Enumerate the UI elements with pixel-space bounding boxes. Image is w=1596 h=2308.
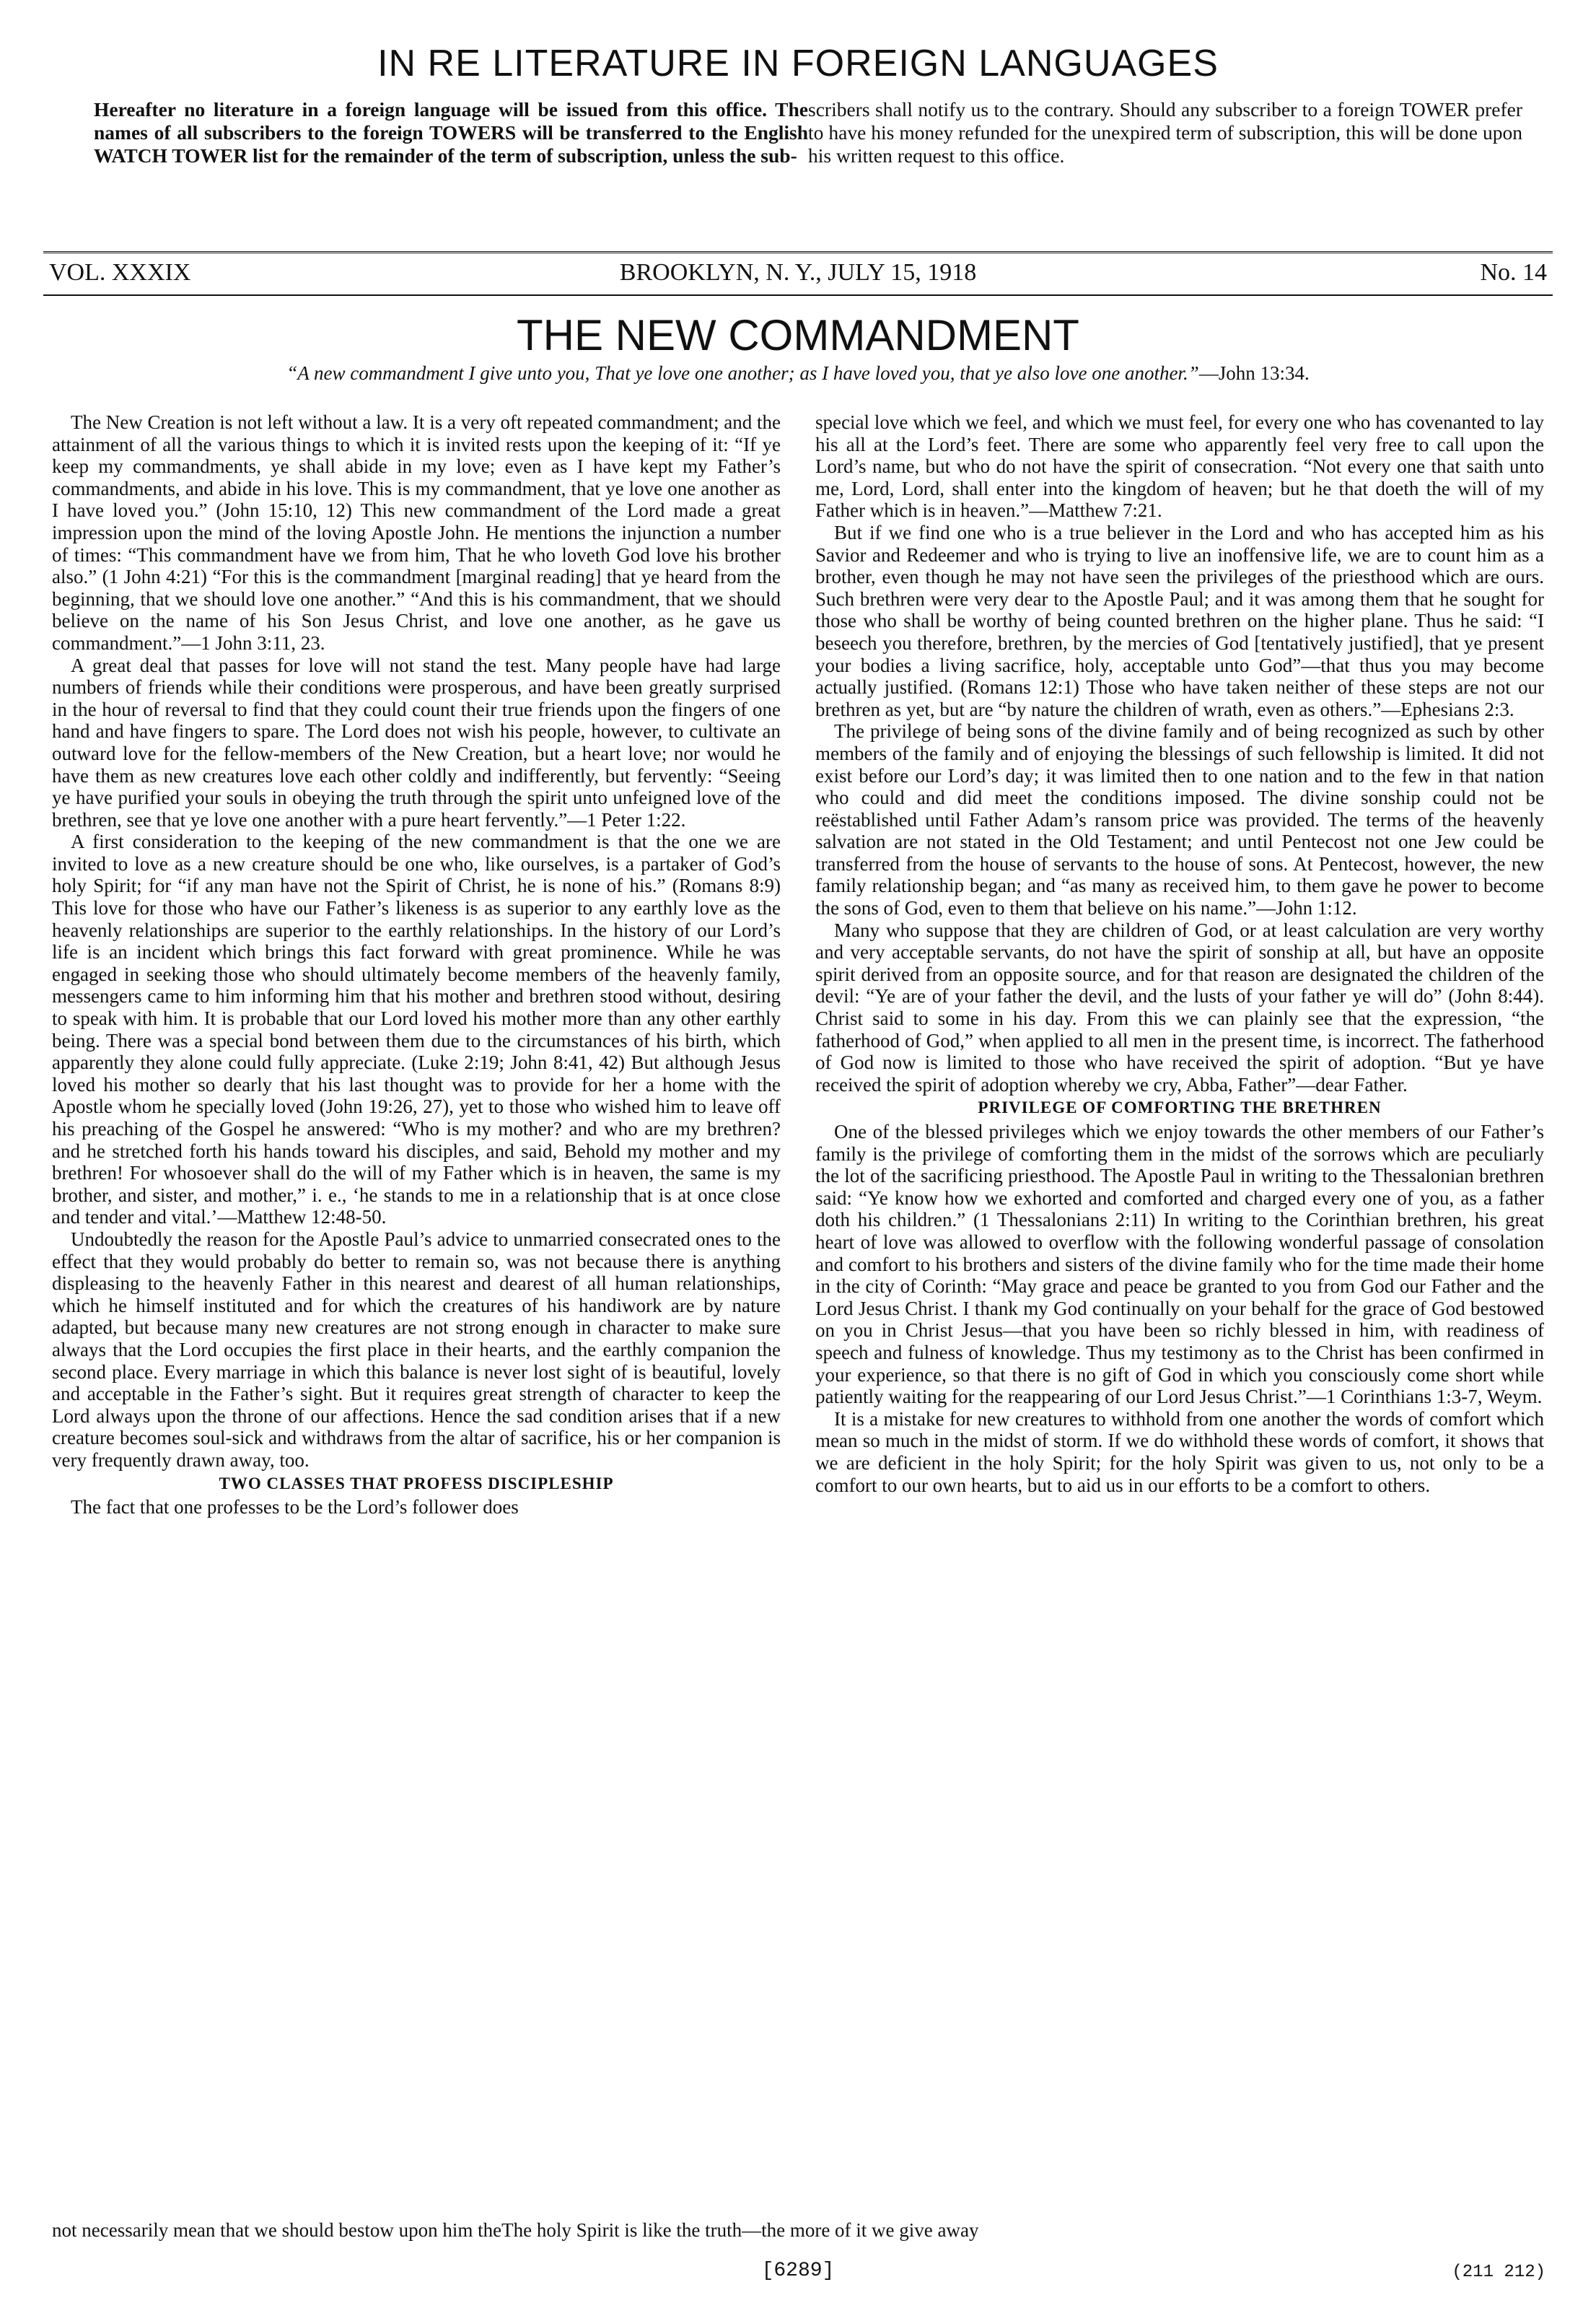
article-title: THE NEW COMMANDMENT — [517, 311, 1079, 359]
issue-number: No. 14 — [1480, 259, 1547, 286]
paragraph: The fact that one professes to be the Lord’s follower does — [71, 1496, 519, 1518]
subheading-two-classes: TWO CLASSES THAT PROFESS DISCIPLESHIP — [219, 1474, 614, 1492]
epigraph-reference: —John 13:34. — [1198, 362, 1310, 384]
paragraph: A first consideration to the keeping of the new commandment is that the one we are invited to love as a new creature should be one who, like ourselves, is a partaker of God’s holy Spirit; for “if any man have not the Spirit of Christ, he is none of his.” (Romans 8:9) This love for those who have our Father’s likeness is as superior to any earthly love as the heavenly relationships are superior to the earthly relationships. In the history of our Lord’s life is an incident which brings this fact forward with great prominence. While he was engaged in seeking those who should ultimately become members of the heavenly family, messengers came to him informing him that his mother and brethren stood without, desiring to speak with him. It is probable that our Lord loved his mother more than any other earthly being. There was a special bond between them due to the circumstances of his birth, which apparently they alone could fully appreciate. (Luke 2:19; John 8:41, 42) But although Jesus loved his mother so dearly that his last thought was to provide for her a home with the Apostle whom he specially loved (John 19:26, 27), yet to those who wished him to leave off his preaching of the Gospel he answered: “Who is my mother? and who are my brethren? and he stretched forth his hands toward his disciples, and said, Behold my mother and my brethren! For whosoever shall do the will of my Father which is in heaven, the same is my brother, and sister, and mother,” i. e., ‘he stands to me in a relationship that is at once close and tender and vital.’—Matthew 12:48-50. — [52, 831, 781, 1228]
paragraph: special love which we feel, and which we must feel, for every one who has covenanted to lay his all at the Lord’s feet. There are some who apparently feel very free to call upon the Lord’s name, but who do not have the spirit of consecration. “Not every one that saith unto me, Lord, Lord, shall enter into the kingdom of heaven; but he that doeth the will of my Father which is in heaven.”—Matthew 7:21. — [815, 411, 1544, 522]
notice-right-text: scribers shall notify us to the contrary. Should any subscriber to a foreign TOWER prefer to have his money refunded for the unexpired term of subscription, this will be done upon his written request to this office. — [808, 98, 1522, 167]
epigraph-text: “A new commandment I give unto you, That ye love one another; as I have loved you, that ye also love one another.” — [286, 362, 1199, 384]
left-column — [52, 411, 781, 1518]
paragraph: One of the blessed privileges which we enjoy towards the other members of our Father’s family is the privilege of comforting them in the midst of the sorrows which are peculiarly the lot of the sacrificing priesthood. The Apostle Paul in writing to the Thessalonian brethren said: “Ye know how we exhorted and comforted and charged every one of you, as a father doth his children.” (1 Thessalonians 2:11) In writing to the Corinthian brethren, his great heart of love was allowed to overflow with the following wonderful passage of consolation and comfort to his brothers and sisters of the divine family who for the time made their home in the city of Corinth: “May grace and peace be granted to you from God our Father and the Lord Jesus Christ. I thank my God continually on your behalf for the grace of God bestowed on you in Christ Jesus—that you have been so richly blessed in him, with readiness of speech and fulness of knowledge. Thus my testimony as to the Christ has been confirmed in your experience, so that there is no gift of God in which you consciously come short while patiently waiting for the reappearing of our Lord Jesus Christ.”—1 Corinthians 1:3-7, Weym. — [815, 1121, 1544, 1408]
masthead — [43, 258, 1553, 287]
notice-title: IN RE LITERATURE IN FOREIGN LANGUAGES — [377, 43, 1219, 84]
right-column — [815, 411, 1544, 1496]
notice-left-text: Hereafter no literature in a foreign language will be issued from this office. The names of all subscribers to the foreign TOWERS will be transferred to the English WATCH TOWER list for the remainder of the term of subscription, unless the sub- — [94, 98, 808, 167]
article-epigraph — [260, 362, 1336, 385]
masthead-top-rule — [43, 251, 1553, 253]
paragraph: The privilege of being sons of the divine family and of being recognized as such by other members of the family and of enjoying the blessings of such fellowship is limited. It did not exist before our Lord’s day; it was limited then to one nation and to the few in that nation who could and did meet the conditions imposed. The divine sonship could not be reëstablished until Father Adam’s ransom price was provided. The terms of the heavenly salvation are not stated in the Old Testament; and until Pentecost not one Jew could be transferred from the house of servants to the house of sons. At Pentecost, however, the new family relationship began; and “as many as received him, to them gave he power to become the sons of God, even to them that believe on his name.”—John 1:12. — [815, 720, 1544, 919]
page-number: [6289] — [761, 2260, 835, 2282]
masthead-bottom-rule — [43, 294, 1553, 296]
volume-label: VOL. XXXIX — [49, 259, 191, 286]
notice-block — [43, 98, 1553, 242]
page-code: (211 212) — [1452, 2263, 1545, 2282]
paragraph: A great deal that passes for love will not stand the test. Many people have had large numbers of friends while their conditions were prosperous, and have been greatly surprised in the hour of reversal to find that they could count their true friends upon the fingers of one hand and have fingers to spare. The Lord does not wish his people, however, to cultivate an outward love for the fellow-members of the New Creation, but a heart love; nor would he have them as new creatures love each other coldly and indifferently, but fervently: “Seeing ye have purified your souls in obeying the truth through the spirit unto unfeigned love of the brethren, see that ye love one another with a pure heart fervently.”—1 Peter 1:22. — [52, 654, 781, 831]
paragraph: The New Creation is not left without a law. It is a very oft repeated commandment; and the attainment of all the various things to which it is invited rests upon the keeping of it: “If ye keep my commandments, ye shall abide in my love; even as I have kept my Father’s commandments, and abide in his love. This is my commandment, that ye love one another as I have loved you.” (John 15:10, 12) This new commandment of the Lord made a great impression upon the mind of the loving Apostle John. He mentions the injunction a number of times: “This commandment have we from him, That he who loveth God love his brother also.” (1 John 4:21) “For this is the commandment [marginal reading] that ye heard from the beginning, that we should love one another.” “And this is his commandment, that we should believe on the name of his Son Jesus Christ, and love one another, as he gave us commandment.”—1 John 3:11, 23. — [52, 411, 781, 654]
paragraph: Many who suppose that they are children of God, or at least calculation are very worthy and very acceptable servants, do not have the spirit of sonship at all, but have an opposite spirit derived from an opposite source, and for that reason are designated the children of the devil: “Ye are of your father the devil, and the lusts of your father ye will do” (John 8:44). Christ said to some in his day. From this we can plainly see that the expression, “the fatherhood of God,” when applied to all men in the present time, is incorrect. The fatherhood of God now is limited to those who have received the spirit of adoption. “But ye have received the spirit of adoption whereby we cry, Abba, Father”—dear Father. — [815, 919, 1544, 1096]
paragraph: It is a mistake for new creatures to withhold from one another the words of comfort which mean so much in the midst of storm. If we do withhold these words of comfort, it shows that we are deficient in the holy Spirit; for the holy Spirit was given to us, not only to be a comfort to our own hearts, but to aid us in our efforts to be a comfort to others. — [815, 1407, 1544, 1496]
place-date: BROOKLYN, N. Y., JULY 15, 1918 — [619, 259, 977, 286]
subheading-comforting: PRIVILEGE OF COMFORTING THE BRETHREN — [978, 1098, 1382, 1117]
bottom-line: not necessarily mean that we should bestow upon him theThe holy Spirit is like the truth—the more of it we give away — [52, 2219, 979, 2241]
paragraph: But if we find one who is a true believer in the Lord and who has accepted him as his Savior and Redeemer and who is trying to live an inoffensive life, we are to count him as a brother, even though he may not have seen the privileges of the priesthood which are ours. Such brethren were very dear to the Apostle Paul; and it was among them that he sought for those who shall be worthy of being counted brethren on the higher plane. Thus he said: “I beseech you therefore, brethren, by the mercies of God [tentatively justified], that ye present your bodies a living sacrifice, holy, acceptable unto God”—that thus you may become actually justified. (Romans 12:1) Those who have taken neither of these steps are not our brethren as yet, but are “by nature the children of wrath, even as others.”—Ephesians 2:3. — [815, 521, 1544, 720]
newspaper-page — [43, 29, 1553, 2282]
paragraph: Undoubtedly the reason for the Apostle Paul’s advice to unmarried consecrated ones to the effect that they would probably do better to remain so, was not because there is anything displeasing to the heavenly Father in this nearest and dearest of all human relationships, which he himself instituted and for which the creatures of his handiwork are by nature adapted, but because many new creatures are not strong enough in character to make sure always that the Lord occupies the first place in their hearts, and the earthly companion the second place. Every marriage in which this balance is never lost sight of is beautiful, lovely and acceptable in the Father’s sight. But it requires great strength of character to keep the Lord always upon the throne of our affections. Hence the sad condition arises that if a new creature becomes soul-sick and withdraws from the altar of sacrifice, his or her companion is very frequently drawn away, too. — [52, 1228, 781, 1471]
